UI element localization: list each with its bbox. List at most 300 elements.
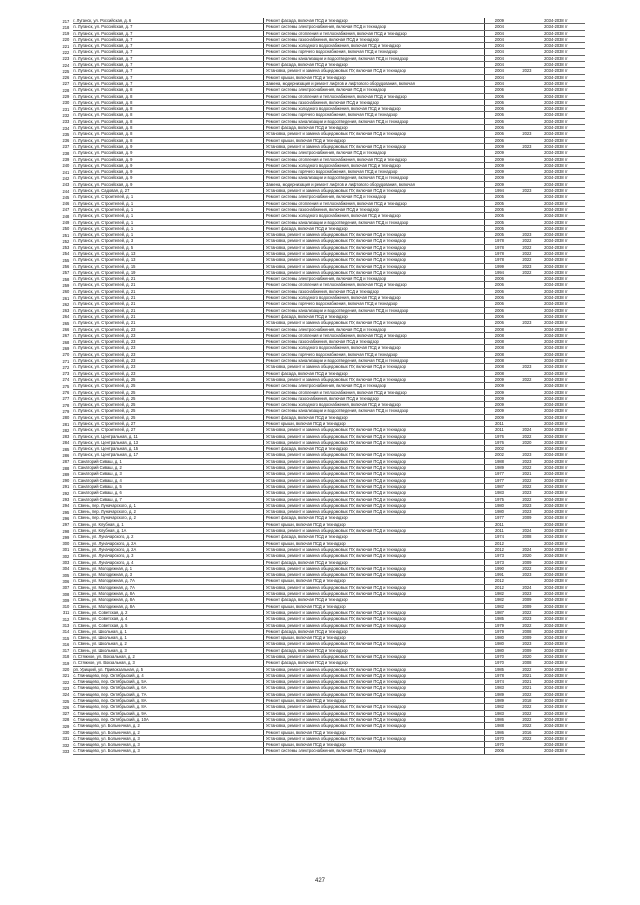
- row-planned-period: 2034-2038 гг: [540, 143, 585, 149]
- row-year-commissioned: 1990: [485, 565, 514, 571]
- row-planned-period: 2034-2038 гг: [540, 194, 585, 200]
- row-work-type: Ремонт фасада, включая ПСД и технадзор: [263, 446, 465, 452]
- row-year-commissioned: 2009: [485, 395, 514, 401]
- row-address: с. Глинищево, ул. Больничная, д. 3: [73, 735, 263, 741]
- row-number: 270: [62, 352, 70, 358]
- row-work-type: Установка, ремонт и замена общедомовых ПУ, включая ПСД и технадзор: [263, 502, 465, 508]
- row-year-last-repair: 2022: [514, 735, 540, 741]
- row-work-type: Ремонт системы отопления и теплоснабжения, включая ПСД и технадзор: [263, 282, 465, 288]
- row-work-type: Ремонт системы газоснабжения, включая ПСД и технадзор: [263, 36, 465, 42]
- row-work-type: Ремонт фасада, включая ПСД и технадзор: [263, 559, 465, 565]
- row-work-type: Ремонт крыши, включая ПСД и технадзор: [263, 421, 465, 427]
- row-year-commissioned: 1987: [485, 483, 514, 489]
- row-year-commissioned: 2004: [485, 55, 514, 61]
- row-address: п. Луганск, ул. Строителей, д. 23: [73, 358, 263, 364]
- row-address: п. Свень, ул. Советская, д. 2: [73, 609, 263, 615]
- row-work-type: Установка, ремонт и замена общедомовых ПУ, включая ПСД и технадзор: [263, 672, 465, 678]
- row-address: с. Глинищево, пер. Октябрьский, д. 4: [73, 672, 263, 678]
- row-address: п. Луганск, ул. Российская, д. 8: [73, 106, 263, 112]
- row-work-type: Ремонт системы горячего водоснабжения, включая ПСД и технадзор: [263, 351, 465, 357]
- row-planned-period: 2034-2038 гг: [540, 49, 585, 55]
- row-work-type: Ремонт крыши, включая ПСД и технадзор: [263, 540, 465, 546]
- row-year-commissioned: 2009: [485, 143, 514, 149]
- row-year-last-repair: 2022: [514, 269, 540, 275]
- row-number: 308: [62, 591, 70, 597]
- row-work-type: Установка, ремонт и замена общедомовых ПУ, включая ПСД и технадзор: [263, 477, 465, 483]
- row-planned-period: 2034-2038 гг: [540, 742, 585, 748]
- row-year-commissioned: 2006: [485, 301, 514, 307]
- row-address: п. Луганск, ул. Российская, д. 7: [73, 62, 263, 68]
- row-year-last-repair: 2022: [514, 666, 540, 672]
- row-number: 300: [62, 541, 70, 547]
- row-address: п. Луганск, ул. Центральная, д. 15: [73, 446, 263, 452]
- row-address: п. Свень, пер. Луначарского, д. 1: [73, 502, 263, 508]
- row-number: 218: [62, 24, 70, 30]
- row-number: 323: [62, 685, 70, 691]
- row-address: п. Луганск, ул. Строителей, д. 1: [73, 194, 263, 200]
- row-work-type: Ремонт фасада, включая ПСД и технадзор: [263, 534, 465, 540]
- row-number: 252: [62, 238, 70, 244]
- row-address: п. Луганск, ул. Российская, д. 8: [73, 99, 263, 105]
- row-planned-period: 2034-2038 гг: [540, 477, 585, 483]
- row-number: 234: [62, 125, 70, 131]
- row-address: п. Санаторий Сиваш, д. 2: [73, 465, 263, 471]
- row-planned-period: 2034-2038 гг: [540, 433, 585, 439]
- row-planned-period: 2034-2038 гг: [540, 30, 585, 36]
- row-work-type: Ремонт системы электроснабжения, включая ПСД и технадзор: [263, 748, 465, 754]
- row-work-type: Установка, ремонт и замена общедомовых ПУ, включая ПСД и технадзор: [263, 609, 465, 615]
- row-work-type: Установка, ремонт и замена общедомовых ПУ, включая ПСД и технадзор: [263, 465, 465, 471]
- row-number: 299: [62, 534, 70, 540]
- row-planned-period: 2034-2038 гг: [540, 68, 585, 74]
- row-work-type: Ремонт системы электроснабжения, включая ПСД и технадзор: [263, 383, 465, 389]
- row-year-last-repair: 2021: [514, 685, 540, 691]
- row-planned-period: 2034-2038 гг: [540, 452, 585, 458]
- row-address: п. Свень, ул. Школьная, д. 2: [73, 641, 263, 647]
- row-year-last-repair: 2021: [514, 672, 540, 678]
- row-planned-period: 2034-2038 гг: [540, 408, 585, 414]
- row-year-commissioned: 2004: [485, 74, 514, 80]
- row-year-commissioned: 1977: [485, 515, 514, 521]
- row-address: п. Санаторий Сиваш, д. 1: [73, 458, 263, 464]
- row-address: п. Свень, ул. Школьная, д. 3: [73, 647, 263, 653]
- row-number: 273: [62, 371, 70, 377]
- capital-repair-table: [55, 18, 585, 755]
- row-address: п. Свень, ул. Молодежная, д. 7А: [73, 578, 263, 584]
- row-number: 247: [62, 207, 70, 213]
- row-address: п. Стяжное, ул. Вокзальная, д. 2: [73, 653, 263, 659]
- row-planned-period: 2034-2038 гг: [540, 232, 585, 238]
- row-year-last-repair: 2009: [514, 559, 540, 565]
- row-year-last-repair: 2023: [514, 131, 540, 137]
- row-planned-period: 2034-2038 гг: [540, 716, 585, 722]
- row-planned-period: 2034-2038 гг: [540, 18, 585, 24]
- row-year-last-repair: 2023: [514, 490, 540, 496]
- row-year-commissioned: 1988: [485, 723, 514, 729]
- row-year-last-repair: 2022: [514, 704, 540, 710]
- row-number: 239: [62, 157, 70, 163]
- row-planned-period: 2034-2038 гг: [540, 62, 585, 68]
- row-year-commissioned: 1987: [485, 609, 514, 615]
- row-number: 255: [62, 257, 70, 263]
- row-year-commissioned: 2006: [485, 106, 514, 112]
- row-year-commissioned: 2006: [485, 118, 514, 124]
- row-number: 326: [62, 704, 70, 710]
- row-year-last-repair: 2022: [514, 257, 540, 263]
- row-address: п. Луганск, ул. Российская, д. 8: [73, 112, 263, 118]
- row-address: п. Луганск, ул. Строителей, д. 13: [73, 257, 263, 263]
- row-number: 259: [62, 282, 70, 288]
- row-number: 231: [62, 106, 70, 112]
- row-work-type: Установка, ремонт и замена общедомовых ПУ, включая ПСД и технадзор: [263, 232, 465, 238]
- row-address: п. Луганск, ул. Российская, д. 7: [73, 68, 263, 74]
- row-work-type: Установка, ремонт и замена общедомовых ПУ, включая ПСД и технадзор: [263, 679, 465, 685]
- row-year-commissioned: 1985: [485, 616, 514, 622]
- row-address: п. Луганск, ул. Российская, д. 7: [73, 43, 263, 49]
- row-address: п. Луганск, ул. Строителей, д. 1: [73, 213, 263, 219]
- row-year-commissioned: 2006: [485, 276, 514, 282]
- row-planned-period: 2034-2038 гг: [540, 118, 585, 124]
- row-address: п. Луганск, ул. Российская, д. 9: [73, 150, 263, 156]
- row-work-type: Установка, ремонт и замена общедомовых ПУ, включая ПСД и технадзор: [263, 458, 465, 464]
- row-address: п. Свень, пер. Луначарского, д. 2: [73, 515, 263, 521]
- row-address: п. Луганск, ул. Российская, д. 9: [73, 162, 263, 168]
- row-planned-period: 2034-2038 гг: [540, 691, 585, 697]
- row-number: 329: [62, 723, 70, 729]
- row-number: 319: [62, 660, 70, 666]
- row-work-type: Ремонт системы канализации и водоотведения, включая ПСД и технадзор: [263, 175, 465, 181]
- row-address: п. Свень, ул. Луначарского, д. 2А: [73, 546, 263, 552]
- row-number: 271: [62, 358, 70, 364]
- row-address: п. Луганск, ул. Российская, д. 7: [73, 24, 263, 30]
- row-address: п. Луганск, ул. Российская, д. 7: [73, 49, 263, 55]
- row-planned-period: 2034-2038 гг: [540, 383, 585, 389]
- row-year-commissioned: 1974: [485, 679, 514, 685]
- row-year-commissioned: 1974: [485, 534, 514, 540]
- row-work-type: Установка, ремонт и замена общедомовых ПУ, включая ПСД и технадзор: [263, 653, 465, 659]
- row-address: п. Луганск, ул. Строителей, д. 3: [73, 238, 263, 244]
- row-year-last-repair: 2022: [514, 465, 540, 471]
- row-work-type: Установка, ремонт и замена общедомовых ПУ, включая ПСД и технадзор: [263, 490, 465, 496]
- row-year-commissioned: 1980: [485, 635, 514, 641]
- row-number: 219: [62, 31, 70, 37]
- row-number: 330: [62, 730, 70, 736]
- row-address: п. Луганск, ул. Строителей, д. 25: [73, 414, 263, 420]
- row-planned-period: 2034-2038 гг: [540, 565, 585, 571]
- row-number: 229: [62, 94, 70, 100]
- row-address: п. Свень, ул. Молодежная, д. 8А: [73, 603, 263, 609]
- row-number: 294: [62, 503, 70, 509]
- row-planned-period: 2034-2038 гг: [540, 24, 585, 30]
- row-year-commissioned: 2009: [485, 181, 514, 187]
- row-address: п. Свень, ул. Советская, д. 5: [73, 622, 263, 628]
- row-planned-period: 2034-2038 гг: [540, 339, 585, 345]
- row-planned-period: 2034-2038 гг: [540, 74, 585, 80]
- row-number: 315: [62, 635, 70, 641]
- row-work-type: Установка, ремонт и замена общедомовых ПУ, включая ПСД и технадзор: [263, 250, 465, 256]
- row-year-last-repair: 2023: [514, 616, 540, 622]
- row-planned-period: 2034-2038 гг: [540, 219, 585, 225]
- row-planned-period: 2034-2038 гг: [540, 483, 585, 489]
- row-year-commissioned: 2009: [485, 376, 514, 382]
- row-number: 228: [62, 87, 70, 93]
- row-year-commissioned: 2009: [485, 408, 514, 414]
- row-work-type: Ремонт крыши, включая ПСД и технадзор: [263, 578, 465, 584]
- row-address: п. Луганск, ул. Центральная, д. 11: [73, 433, 263, 439]
- row-year-last-repair: 2020: [514, 653, 540, 659]
- row-year-last-repair: 2023: [514, 572, 540, 578]
- row-year-commissioned: 2008: [485, 345, 514, 351]
- row-work-type: Установка, ремонт и замена общедомовых ПУ, включая ПСД и технадзор: [263, 565, 465, 571]
- row-planned-period: 2034-2038 гг: [540, 609, 585, 615]
- row-address: п. Луганск, ул. Строителей, д. 1: [73, 200, 263, 206]
- row-address: п. Луганск, ул. Строителей, д. 1: [73, 206, 263, 212]
- row-work-type: Ремонт системы канализации и водоотведения, включая ПСД и технадзор: [263, 55, 465, 61]
- row-number: 226: [62, 75, 70, 81]
- row-address: п. Луганск, ул. Строителей, д. 25: [73, 383, 263, 389]
- row-work-type: Ремонт системы отопления и теплоснабжения, включая ПСД и технадзор: [263, 332, 465, 338]
- row-work-type: Замена, модернизация и ремонт лифтов и лифтового оборудования, включая: [263, 181, 465, 187]
- row-number: 230: [62, 100, 70, 106]
- row-number: 236: [62, 138, 70, 144]
- row-planned-period: 2034-2038 гг: [540, 698, 585, 704]
- row-number: 237: [62, 144, 70, 150]
- row-year-last-repair: 2023: [514, 364, 540, 370]
- row-planned-period: 2034-2038 гг: [540, 502, 585, 508]
- row-address: с. Глинищево, пер. Октябрьский, д. 8А: [73, 704, 263, 710]
- row-work-type: Ремонт системы канализации и водоотведения, включая ПСД и технадзор: [263, 358, 465, 364]
- row-work-type: Ремонт фасада, включая ПСД и технадзор: [263, 597, 465, 603]
- row-work-type: Установка, ремонт и замена общедомовых ПУ, включая ПСД и технадзор: [263, 263, 465, 269]
- row-year-commissioned: 1970: [485, 660, 514, 666]
- row-year-commissioned: 2009: [485, 389, 514, 395]
- row-year-commissioned: 2005: [485, 213, 514, 219]
- row-year-commissioned: 2004: [485, 43, 514, 49]
- row-planned-period: 2034-2038 гг: [540, 389, 585, 395]
- row-work-type: Установка, ремонт и замена общедомовых ПУ, включая ПСД и технадзор: [263, 723, 465, 729]
- row-number: 272: [62, 364, 70, 370]
- row-work-type: Установка, ремонт и замена общедомовых ПУ, включая ПСД и технадзор: [263, 710, 465, 716]
- row-work-type: Установка, ремонт и замена общедомовых ПУ, включая ПСД и технадзор: [263, 257, 465, 263]
- row-address: п. Санаторий Сиваш, д. 7: [73, 496, 263, 502]
- row-address: п. Луганск, ул. Строителей, д. 21: [73, 282, 263, 288]
- row-address: п. Свень, ул. Молодежная, д. 7А: [73, 584, 263, 590]
- row-year-commissioned: 2006: [485, 125, 514, 131]
- row-spacer: [466, 748, 485, 754]
- row-planned-period: 2034-2038 гг: [540, 162, 585, 168]
- row-work-type: Ремонт фасада, включая ПСД и технадзор: [263, 515, 465, 521]
- row-work-type: Ремонт системы электроснабжения, включая ПСД и технадзор: [263, 276, 465, 282]
- row-work-type: Ремонт фасада, включая ПСД и технадзор: [263, 18, 465, 24]
- row-planned-period: 2034-2038 гг: [540, 402, 585, 408]
- row-year-commissioned: 1985: [485, 666, 514, 672]
- row-planned-period: 2034-2038 гг: [540, 269, 585, 275]
- row-address: п. Стяжное, ул. Вокзальная, д. 3: [73, 660, 263, 666]
- row-number: 276: [62, 390, 70, 396]
- row-year-last-repair: 2008: [514, 534, 540, 540]
- row-work-type: Ремонт системы электроснабжения, включая ПСД и технадзор: [263, 24, 465, 30]
- row-number: 311: [62, 610, 70, 616]
- row-number: 317: [62, 648, 70, 654]
- row-planned-period: 2034-2038 гг: [540, 93, 585, 99]
- row-work-type: Ремонт системы канализации и водоотведения, включая ПСД и технадзор: [263, 408, 465, 414]
- row-work-type: Ремонт системы холодного водоснабжения, включая ПСД и технадзор: [263, 162, 465, 168]
- row-year-last-repair: 2009: [514, 635, 540, 641]
- row-work-type: Ремонт системы газоснабжения, включая ПСД и технадзор: [263, 339, 465, 345]
- row-address: с. Глинищево, ул. Больничная, д. 2: [73, 723, 263, 729]
- row-address: п. Луганск, ул. Строителей, д. 25: [73, 395, 263, 401]
- row-planned-period: 2034-2038 гг: [540, 295, 585, 301]
- row-number: 260: [62, 289, 70, 295]
- row-year-commissioned: 2008: [485, 370, 514, 376]
- row-year-commissioned: 1989: [485, 691, 514, 697]
- row-number: 257: [62, 270, 70, 276]
- row-number: 258: [62, 276, 70, 282]
- row-work-type: Установка, ремонт и замена общедомовых ПУ, включая ПСД и технадзор: [263, 433, 465, 439]
- row-year-last-repair: 2021: [514, 679, 540, 685]
- row-address: п. Луганск, ул. Российская, д. 9: [73, 143, 263, 149]
- row-work-type: Установка, ремонт и замена общедомовых ПУ, включая ПСД и технадзор: [263, 188, 465, 194]
- row-work-type: Ремонт системы отопления и теплоснабжения, включая ПСД и технадзор: [263, 200, 465, 206]
- row-number: 262: [62, 301, 70, 307]
- row-planned-period: 2034-2038 гг: [540, 313, 585, 319]
- row-year-commissioned: 1973: [485, 553, 514, 559]
- row-work-type: Ремонт крыши, включая ПСД и технадзор: [263, 74, 465, 80]
- row-number: 304: [62, 566, 70, 572]
- row-year-last-repair: 2022: [514, 496, 540, 502]
- row-number: 282: [62, 427, 70, 433]
- row-year-commissioned: 1970: [485, 653, 514, 659]
- row-work-type: Ремонт системы горячего водоснабжения, включая ПСД и технадзор: [263, 301, 465, 307]
- row-address: п. Луганск, ул. Строителей, д. 21: [73, 301, 263, 307]
- row-work-type: Установка, ремонт и замена общедомовых ПУ, включая ПСД и технадзор: [263, 439, 465, 445]
- row-planned-period: 2034-2038 гг: [540, 597, 585, 603]
- row-year-commissioned: 2011: [485, 521, 514, 527]
- row-year-last-repair: 2023: [514, 641, 540, 647]
- row-address: п. Луганск, ул. Центральная, д. 13: [73, 439, 263, 445]
- row-planned-period: 2034-2038 гг: [540, 672, 585, 678]
- row-year-last-repair: 2022: [514, 710, 540, 716]
- row-year-commissioned: 1982: [485, 591, 514, 597]
- row-planned-period: 2034-2038 гг: [540, 414, 585, 420]
- row-year-commissioned: 1976: [485, 433, 514, 439]
- row-number: 328: [62, 717, 70, 723]
- row-address: с. Глинищево, пер. Октябрьский, д. 9А: [73, 710, 263, 716]
- row-year-commissioned: 1986: [485, 729, 514, 735]
- row-number: 281: [62, 421, 70, 427]
- row-number: 277: [62, 396, 70, 402]
- row-work-type: Ремонт крыши, включая ПСД и технадзор: [263, 698, 465, 704]
- row-year-last-repair: 2022: [514, 483, 540, 489]
- row-planned-period: 2034-2038 гг: [540, 546, 585, 552]
- row-number: 307: [62, 585, 70, 591]
- row-work-type: Ремонт системы холодного водоснабжения, включая ПСД и технадзор: [263, 402, 465, 408]
- row-address: п. Луганск, ул. Российская, д. 8: [73, 118, 263, 124]
- row-work-type: Установка, ремонт и замена общедомовых ПУ, включая ПСД и технадзор: [263, 68, 465, 74]
- row-work-type: Ремонт фасада, включая ПСД и технадзор: [263, 62, 465, 68]
- row-address: п. Луганск, ул. Российская, д. 7: [73, 74, 263, 80]
- row-planned-period: 2034-2038 гг: [540, 238, 585, 244]
- row-planned-period: 2034-2038 гг: [540, 106, 585, 112]
- row-year-last-repair: 2022: [514, 238, 540, 244]
- row-address: п. Луганск, ул. Строителей, д. 25: [73, 389, 263, 395]
- row-address: п. Луганск, ул. Строителей, д. 21: [73, 288, 263, 294]
- row-year-commissioned: 1979: [485, 628, 514, 634]
- row-address: п. Свень, ул. Луначарского, д. 3: [73, 553, 263, 559]
- row-number: 221: [62, 43, 70, 49]
- row-year-commissioned: 1970: [485, 742, 514, 748]
- row-year-last-repair: 2023: [514, 452, 540, 458]
- row-work-type: Ремонт фасада, включая ПСД и технадзор: [263, 628, 465, 634]
- row-planned-period: 2034-2038 гг: [540, 578, 585, 584]
- row-year-commissioned: 1978: [485, 244, 514, 250]
- row-work-type: Установка, ремонт и замена общедомовых ПУ, включая ПСД и технадзор: [263, 622, 465, 628]
- row-planned-period: 2034-2038 гг: [540, 421, 585, 427]
- row-year-last-repair: 2024: [514, 528, 540, 534]
- table-row: [55, 748, 585, 754]
- row-year-last-repair: 2023: [514, 232, 540, 238]
- row-planned-period: 2034-2038 гг: [540, 446, 585, 452]
- row-planned-period: 2034-2038 гг: [540, 250, 585, 256]
- row-number: 280: [62, 415, 70, 421]
- row-number: 331: [62, 736, 70, 742]
- row-year-commissioned: 1978: [485, 672, 514, 678]
- row-address: п. Луганск, ул. Садовая, д. 27: [73, 188, 263, 194]
- row-planned-period: 2034-2038 гг: [540, 490, 585, 496]
- row-number: 287: [62, 459, 70, 465]
- row-planned-period: 2034-2038 гг: [540, 729, 585, 735]
- row-address: п. Луганск, ул. Российская, д. 7: [73, 36, 263, 42]
- row-year-last-repair: 2023: [514, 188, 540, 194]
- row-planned-period: 2034-2038 гг: [540, 458, 585, 464]
- row-address: п. Свень, ул. Луначарского, д. 4: [73, 559, 263, 565]
- row-planned-period: 2034-2038 гг: [540, 332, 585, 338]
- row-number: 245: [62, 194, 70, 200]
- row-year-commissioned: 2004: [485, 80, 514, 86]
- row-year-commissioned: 1991: [485, 572, 514, 578]
- row-planned-period: 2034-2038 гг: [540, 496, 585, 502]
- row-planned-period: 2034-2038 гг: [540, 263, 585, 269]
- row-number: 232: [62, 112, 70, 118]
- row-address: п. Луганск, ул. Строителей, д. 21: [73, 276, 263, 282]
- row-year-commissioned: 1980: [485, 502, 514, 508]
- row-year-commissioned: 2006: [485, 112, 514, 118]
- row-year-last-repair: 2023: [514, 263, 540, 269]
- row-year-commissioned: 2008: [485, 358, 514, 364]
- row-work-type: Установка, ремонт и замена общедомовых ПУ, включая ПСД и технадзор: [263, 496, 465, 502]
- row-work-type: Установка, ремонт и замена общедомовых ПУ, включая ПСД и технадзор: [263, 704, 465, 710]
- row-number: 268: [62, 339, 70, 345]
- row-year-commissioned: 1979: [485, 622, 514, 628]
- row-year-commissioned: 2009: [485, 383, 514, 389]
- row-number: 241: [62, 169, 70, 175]
- row-address: п. Луганск, ул. Российская, д. 7: [73, 55, 263, 61]
- row-year-commissioned: 1994: [485, 188, 514, 194]
- row-number: 316: [62, 641, 70, 647]
- row-number: 263: [62, 308, 70, 314]
- row-address: п. Луганск, ул. Российская, д. 9: [73, 181, 263, 187]
- row-year-commissioned: 1978: [485, 257, 514, 263]
- row-year-last-repair: 2022: [514, 565, 540, 571]
- row-number: 274: [62, 377, 70, 383]
- row-planned-period: 2034-2038 гг: [540, 572, 585, 578]
- row-work-type: Ремонт системы холодного водоснабжения, включая ПСД и технадзор: [263, 43, 465, 49]
- row-year-commissioned: 2008: [485, 364, 514, 370]
- row-planned-period: 2034-2038 гг: [540, 55, 585, 61]
- row-planned-period: 2034-2038 гг: [540, 175, 585, 181]
- row-planned-period: 2034-2038 гг: [540, 553, 585, 559]
- row-address: п. Луганск, ул. Строителей, д. 1: [73, 232, 263, 238]
